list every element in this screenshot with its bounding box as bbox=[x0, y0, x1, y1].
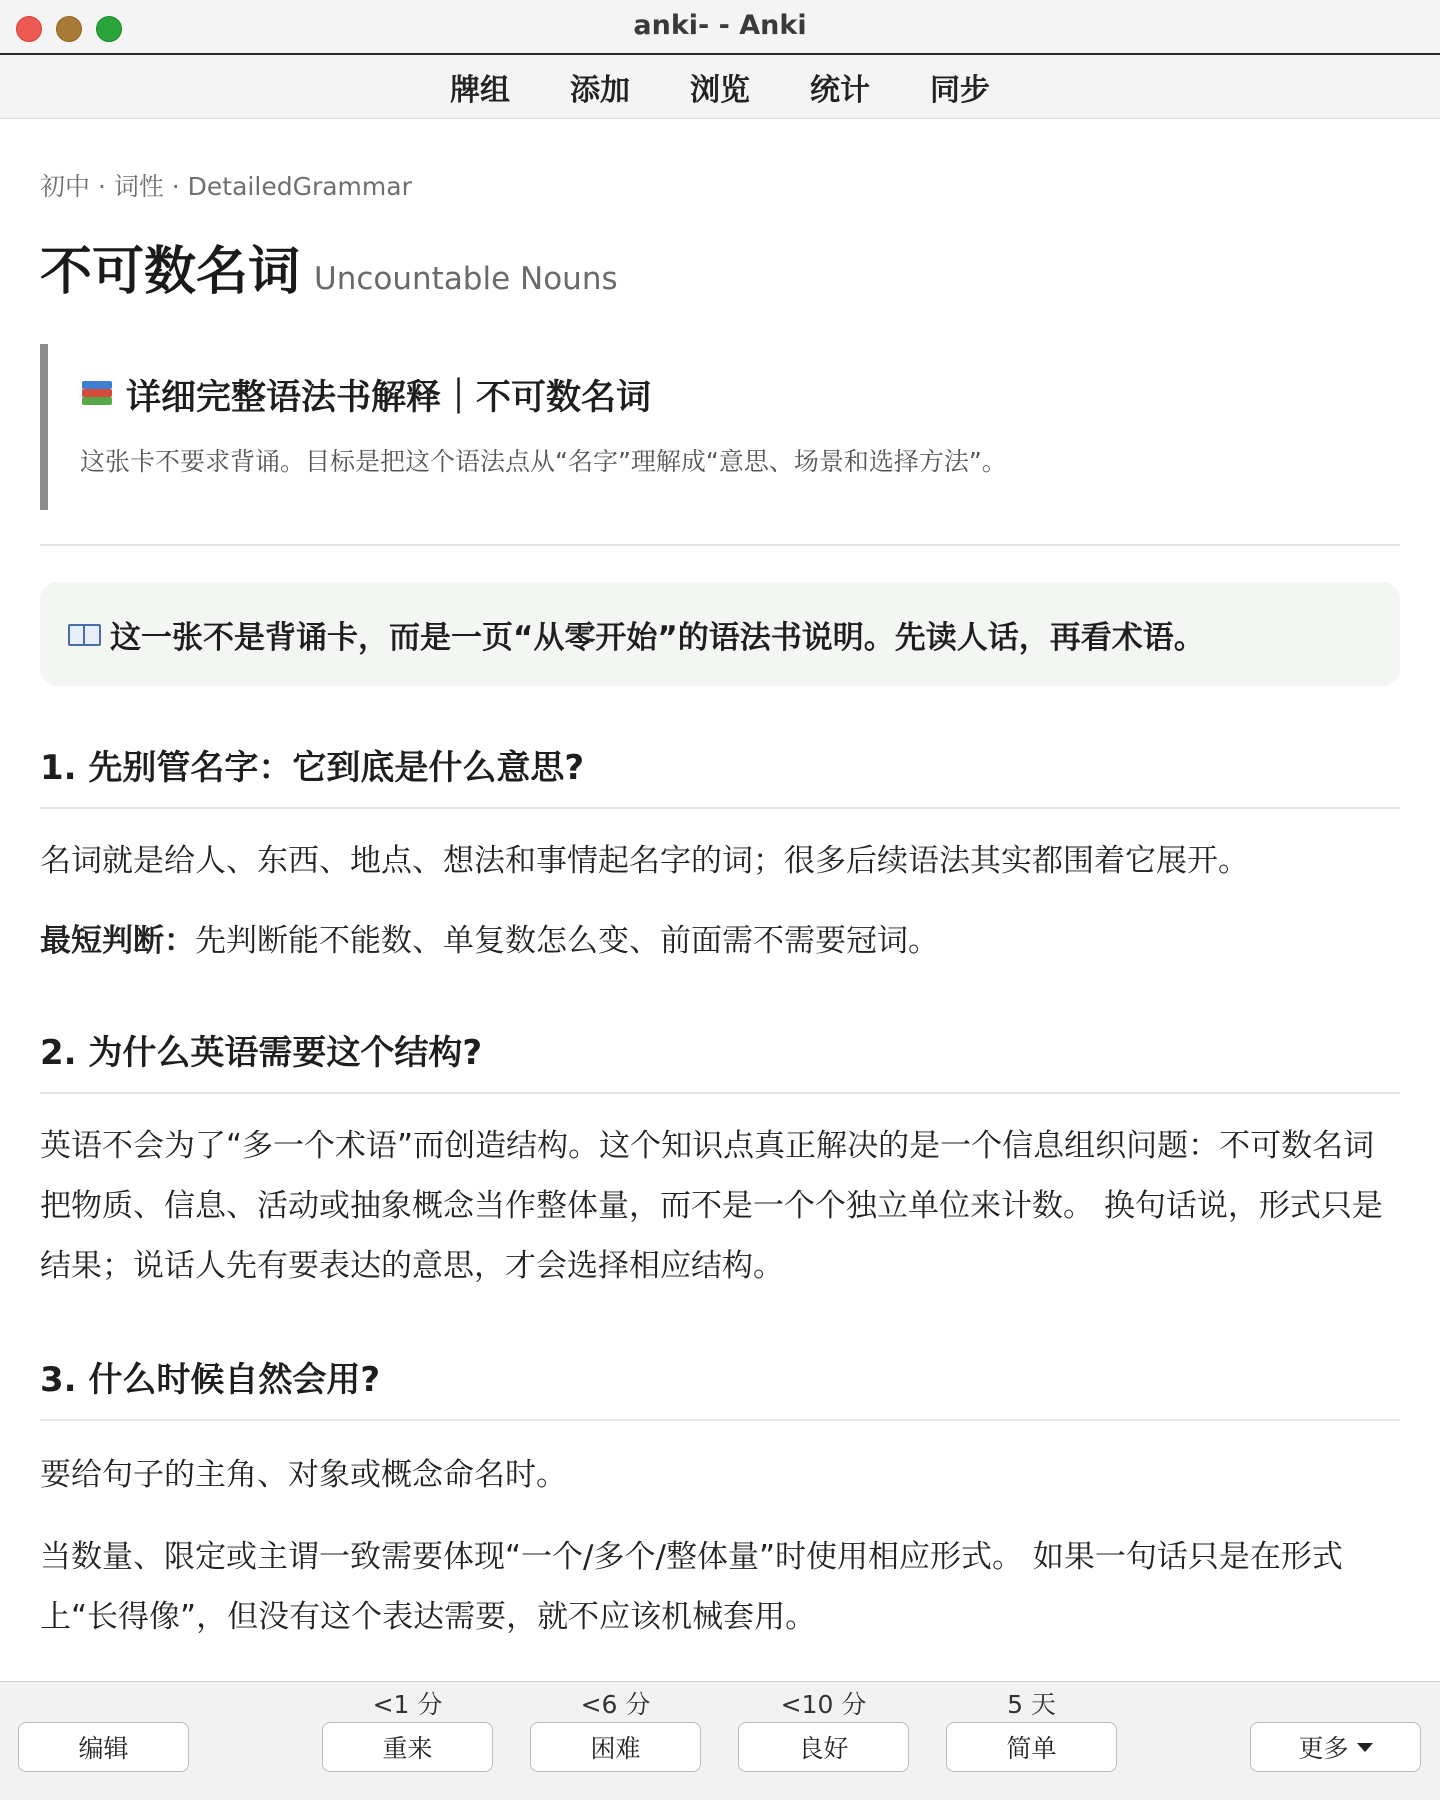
easy-button[interactable]: 简单 bbox=[946, 1722, 1117, 1772]
section-heading-1: 1. 先别管名字：它到底是什么意思? bbox=[40, 740, 1400, 809]
again-interval: <1 分 bbox=[372, 1690, 443, 1719]
chevron-down-icon bbox=[1357, 1743, 1373, 1752]
toolbar-decks[interactable]: 牌组 bbox=[450, 72, 510, 108]
again-button[interactable]: 重来 bbox=[322, 1722, 493, 1772]
section-3-paragraph-1: 要给句子的主角、对象或概念命名时。 bbox=[40, 1457, 567, 1493]
note-text: 这一张不是背诵卡，而是一页“从零开始”的语法书说明。先读人话，再看术语。 bbox=[110, 619, 1205, 656]
good-interval: <10 分 bbox=[780, 1690, 867, 1719]
more-label: 更多 bbox=[1298, 1734, 1349, 1763]
note-callout bbox=[40, 582, 1400, 686]
easy-interval: 5 天 bbox=[1007, 1690, 1056, 1719]
review-bar bbox=[0, 1681, 1440, 1800]
toolbar-browse[interactable]: 浏览 bbox=[690, 72, 750, 108]
card-content bbox=[40, 119, 1400, 1681]
section-2-paragraph: 英语不会为了“多一个术语”而创造结构。这个知识点真正解决的是一个信息组织问题：不可数名词把物质、信息、活动或抽象概念当作整体量，而不是一个个独立单位来计数。 换句话说，形式只是结果；说话人先有要表达的意思，才会选择相应结构。 bbox=[40, 1128, 1383, 1284]
main-toolbar bbox=[0, 55, 1440, 119]
books-icon bbox=[80, 380, 114, 410]
toolbar-stats[interactable]: 统计 bbox=[810, 72, 870, 108]
edit-button[interactable]: 编辑 bbox=[18, 1722, 189, 1772]
quote-title-row bbox=[80, 370, 1400, 420]
quote-subtitle: 这张卡不要求背诵。目标是把这个语法点从“名字”理解成“意思、场景和选择方法”。 bbox=[80, 447, 1007, 476]
divider bbox=[40, 544, 1400, 546]
summary-label: 最短判断： bbox=[40, 923, 195, 959]
section-1-paragraph: 名词就是给人、东西、地点、想法和事情起名字的词；很多后续语法其实都围着它展开。 bbox=[40, 843, 1249, 879]
hard-interval: <6 分 bbox=[580, 1690, 651, 1719]
more-button[interactable] bbox=[1250, 1722, 1421, 1772]
summary-text: 先判断能不能数、单复数怎么变、前面需不需要冠词。 bbox=[195, 923, 939, 959]
title-chinese: 不可数名词 bbox=[40, 242, 301, 302]
window-title: anki- - Anki bbox=[633, 10, 807, 41]
toolbar-sync[interactable]: 同步 bbox=[930, 72, 990, 108]
page-title bbox=[40, 229, 1400, 304]
toolbar-add[interactable]: 添加 bbox=[570, 72, 630, 108]
section-heading-2: 2. 为什么英语需要这个结构? bbox=[40, 1025, 1400, 1094]
section-3-paragraph-2: 当数量、限定或主谓一致需要体现“一个/多个/整体量”时使用相应形式。 如果一句话只是在形式上“长得像”，但没有这个表达需要，就不应该机械套用。 bbox=[40, 1539, 1343, 1635]
intro-blockquote bbox=[40, 344, 1400, 510]
title-english: Uncountable Nouns bbox=[314, 261, 618, 297]
window-titlebar bbox=[0, 0, 1440, 55]
section-1-summary bbox=[40, 911, 1400, 971]
breadcrumb: 初中 · 词性 · DetailedGrammar bbox=[40, 172, 412, 201]
open-book-icon bbox=[68, 622, 100, 646]
good-button[interactable]: 良好 bbox=[738, 1722, 909, 1772]
hard-button[interactable]: 困难 bbox=[530, 1722, 701, 1772]
quote-title: 详细完整语法书解释｜不可数名词 bbox=[126, 378, 652, 418]
section-heading-3: 3. 什么时候自然会用? bbox=[40, 1352, 1400, 1421]
